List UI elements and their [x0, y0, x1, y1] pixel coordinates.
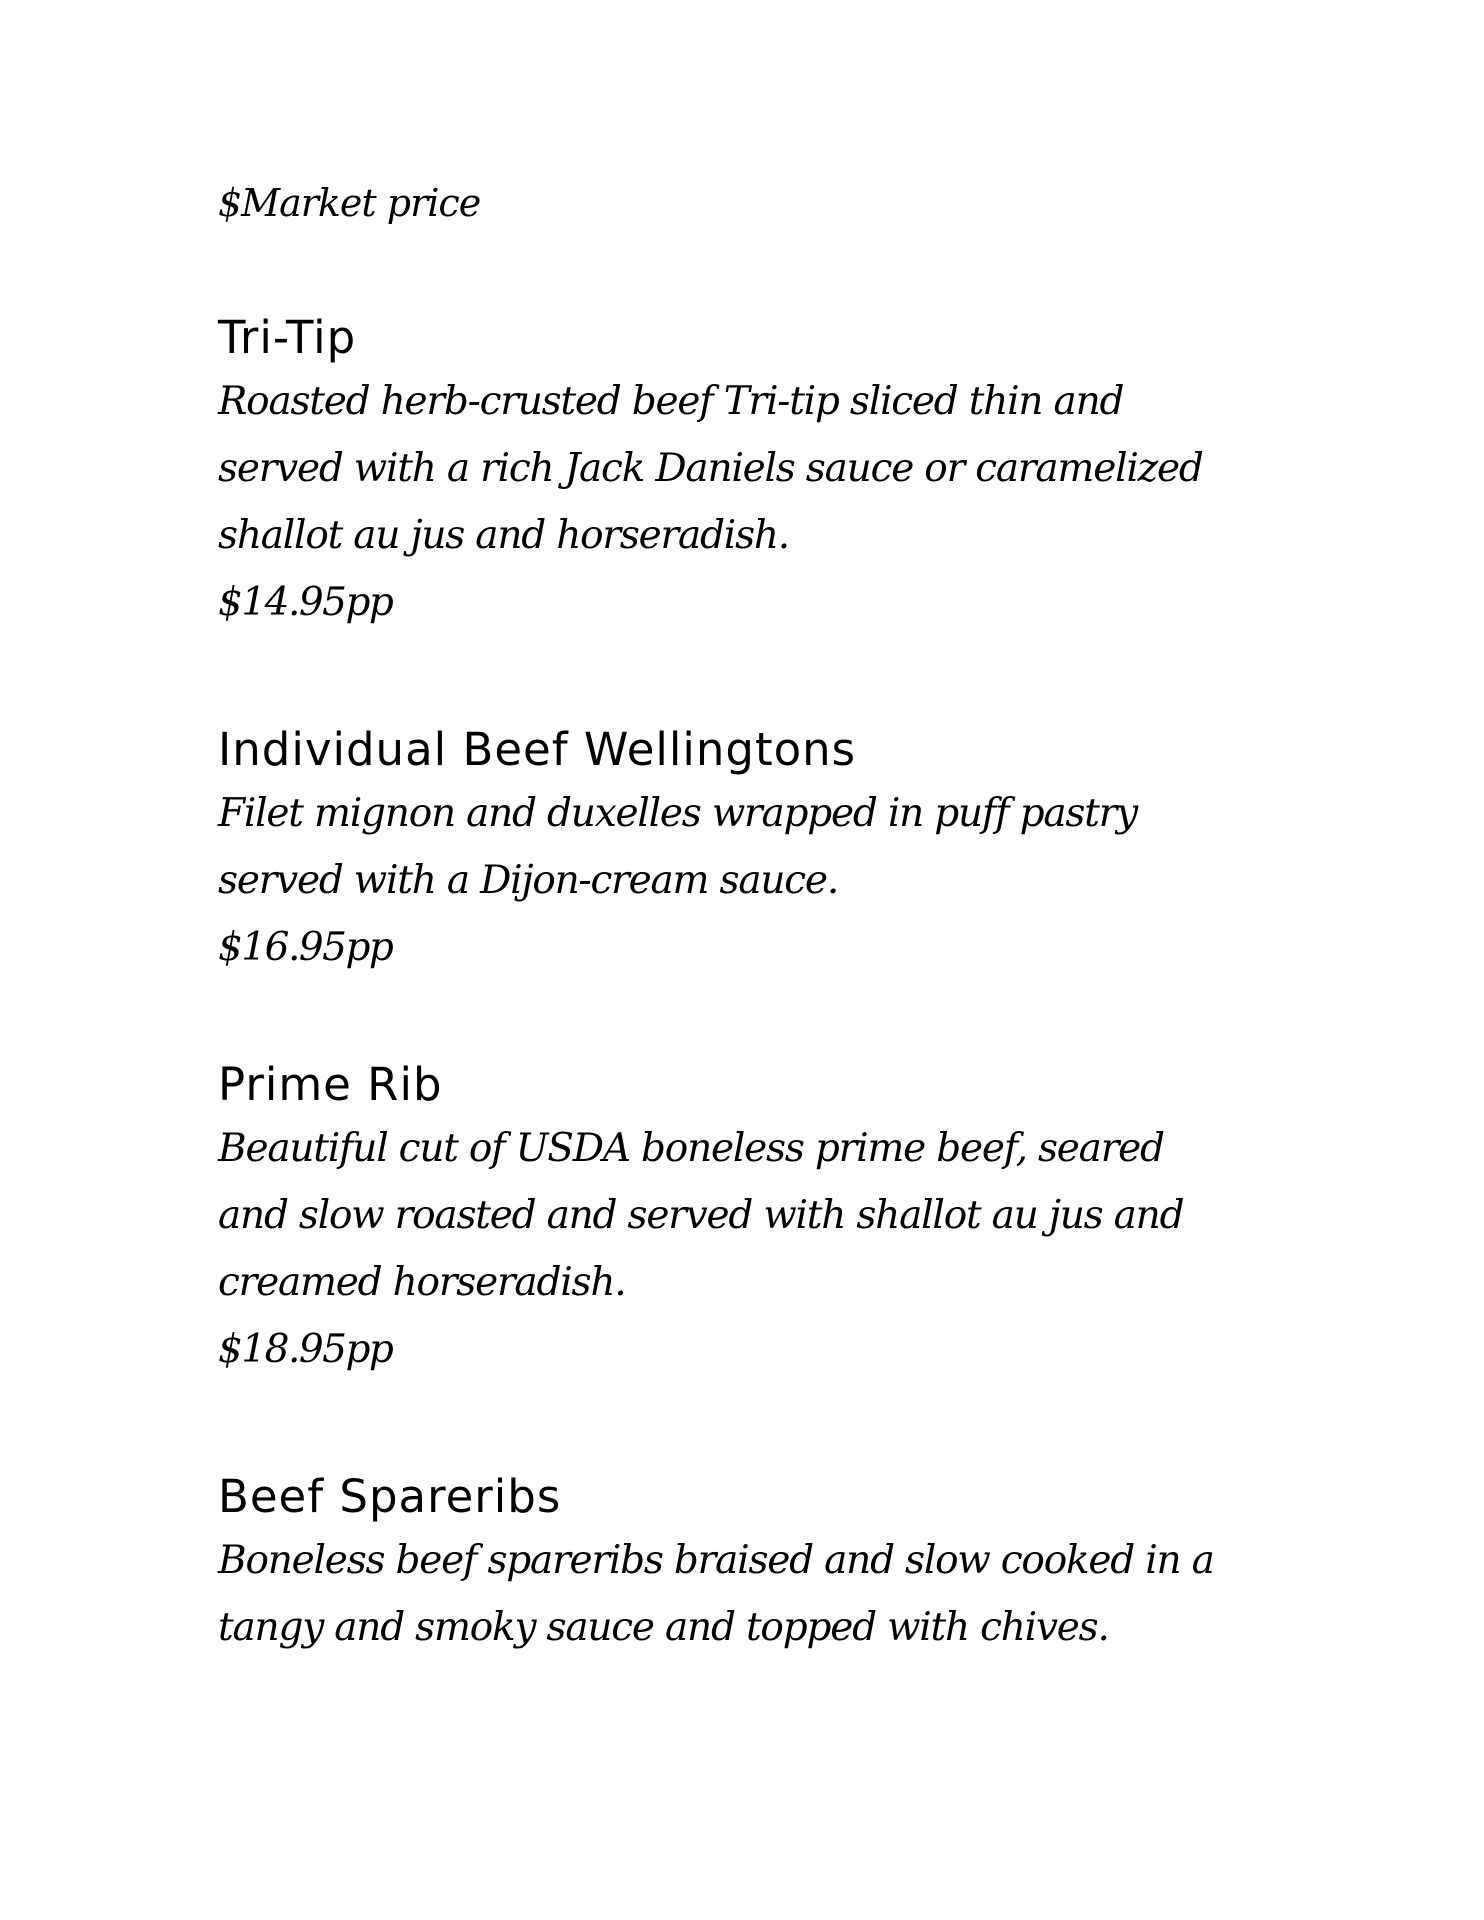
menu-item-prime-rib [218, 1055, 1318, 1383]
item-price: $18.95pp [218, 1327, 393, 1372]
item-description-line: Roasted herb-crusted beef Tri-tip sliced thin and [218, 379, 1124, 424]
item-description-line: and slow roasted and served with shallot au jus and [218, 1193, 1184, 1238]
item-price: $16.95pp [218, 925, 393, 970]
item-price: $14.95pp [218, 580, 393, 625]
item-description-line: served with a rich Jack Daniels sauce or caramelized [218, 446, 1203, 491]
item-description-line: creamed horseradish. [218, 1260, 626, 1305]
item-title: Prime Rib [218, 1058, 443, 1111]
item-description-line: Filet mignon and duxelles wrapped in puff pastry [218, 791, 1137, 836]
item-title: Individual Beef Wellingtons [218, 723, 857, 776]
menu-item-beef-spareribs [218, 1467, 1318, 1661]
item-description-line: served with a Dijon-cream sauce. [218, 858, 839, 903]
item-description-line: Boneless beef spareribs braised and slow cooked in a [218, 1538, 1214, 1583]
item-title: Tri-Tip [218, 311, 357, 364]
market-price-note: $Market price [218, 181, 481, 225]
menu-item-beef-wellingtons [218, 720, 1318, 981]
item-description-line: shallot au jus and horseradish. [218, 513, 789, 558]
item-description-line: tangy and smoky sauce and topped with chives. [218, 1605, 1109, 1650]
menu-item-tri-tip [218, 308, 1318, 636]
item-title: Beef Spareribs [218, 1470, 562, 1523]
item-description-line: Beautiful cut of USDA boneless prime beef, seared [218, 1126, 1164, 1171]
